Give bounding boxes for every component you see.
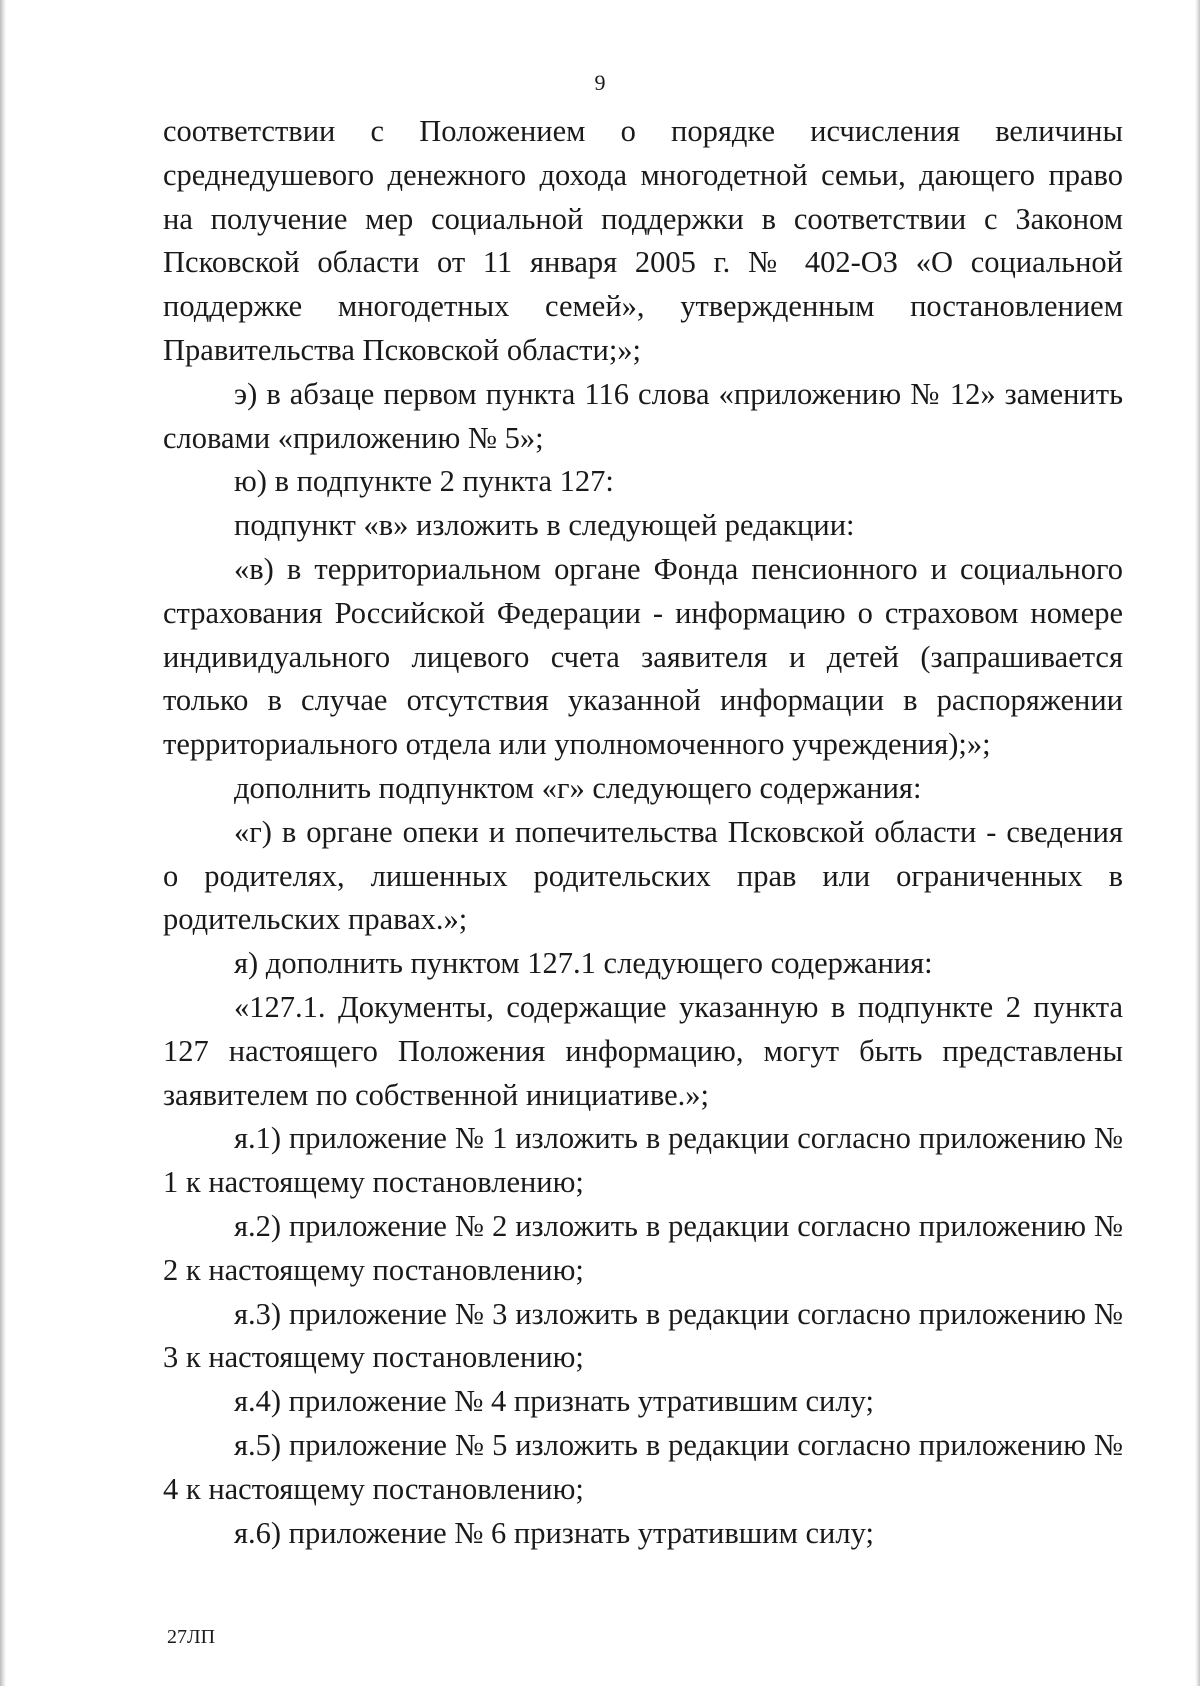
- scan-edge-left: [0, 0, 6, 1686]
- paragraph-3: ю) в подпункте 2 пункта 127:: [234, 464, 614, 499]
- scan-edge-right: [1195, 0, 1200, 1686]
- paragraph-14: я.5) приложение № 5 изложить в редакции согласно приложению № 4 к настоящему постановлению;: [163, 1427, 1123, 1506]
- paragraph-8: я) дополнить пунктом 127.1 следующего содержания:: [234, 946, 933, 981]
- body-text: [163, 110, 1123, 1555]
- paragraph-6: дополнить подпунктом «г» следующего содержания:: [234, 770, 922, 805]
- paragraph-5: «в) в территориальном органе Фонда пенсионного и социального страхования Российской Федерации - информацию о страховом номере индивидуального лицевого счета заявителя и детей (запрашивается только в случае отсутствия указанной информации в распоряжении территориального отдела или уполномоченного учреждения);»;: [163, 551, 1123, 762]
- paragraph-7: «г) в органе опеки и попечительства Псковской области - сведения о родителях, лишенных родительских прав или ограниченных в родительских правах.»;: [163, 814, 1123, 937]
- paragraph-2: э) в абзаце первом пункта 116 слова «приложению № 12» заменить словами «приложению № 5»;: [163, 376, 1123, 455]
- paragraph-10: я.1) приложение № 1 изложить в редакции согласно приложению № 1 к настоящему постановлению;: [163, 1121, 1123, 1200]
- paragraph-11: я.2) приложение № 2 изложить в редакции согласно приложению № 2 к настоящему постановлению;: [163, 1208, 1123, 1287]
- footer-document-code: 27ЛП: [167, 1626, 216, 1648]
- paragraph-4: подпункт «в» изложить в следующей редакции:: [234, 508, 855, 543]
- paragraph-1: соответствии с Положением о порядке исчисления величины среднедушевого денежного дохода многодетной семьи, дающего право на получение мер социальной поддержки в соответствии с Законом Псковской области от 11 января 2005 г. № 402-ОЗ «О социальной поддержке многодетных семей», утвержденным постановлением Правительства Псковской области;»;: [163, 114, 1123, 367]
- paragraph-13: я.4) приложение № 4 признать утратившим силу;: [234, 1384, 874, 1419]
- paragraph-15: я.6) приложение № 6 признать утратившим силу;: [234, 1515, 874, 1550]
- page-number: 9: [594, 70, 606, 95]
- paragraph-9: «127.1. Документы, содержащие указанную в подпункте 2 пункта 127 настоящего Положения информацию, могут быть представлены заявителем по собственной инициативе.»;: [163, 989, 1123, 1112]
- paragraph-12: я.3) приложение № 3 изложить в редакции согласно приложению № 3 к настоящему постановлению;: [163, 1296, 1123, 1375]
